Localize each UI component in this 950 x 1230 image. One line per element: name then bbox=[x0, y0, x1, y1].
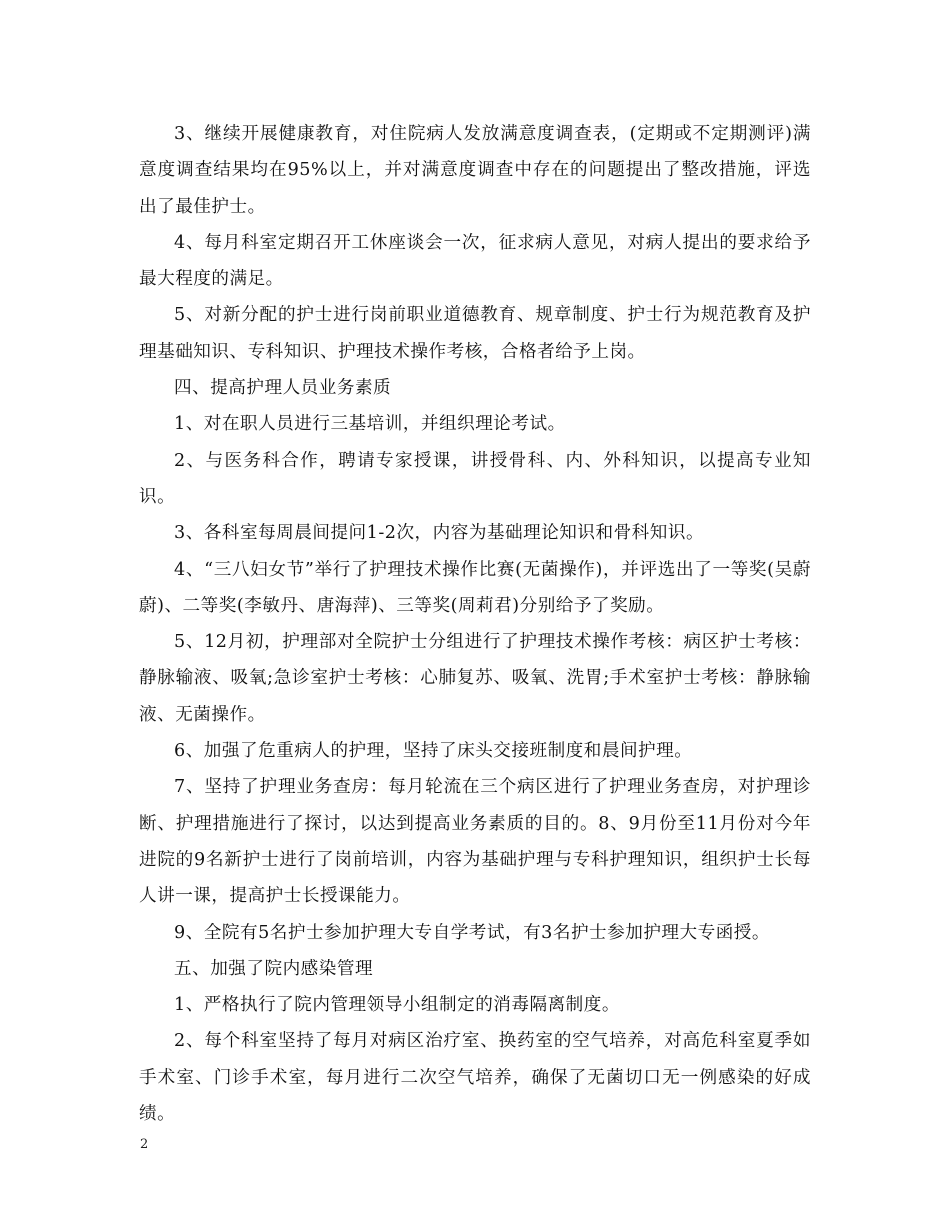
paragraph: 5、12月初，护理部对全院护士分组进行了护理技术操作考核：病区护士考核：静脉输液、吸氧;急诊室护士考核：心肺复苏、吸氧、洗胃;手术室护士考核：静脉输液、无菌操作。 bbox=[139, 632, 811, 725]
document-body bbox=[139, 116, 811, 1132]
paragraph: 3、继续开展健康教育，对住院病人发放满意度调查表，(定期或不定期测评)满意度调查结果均在95%以上，并对满意度调查中存在的问题提出了整改措施，评选出了最佳护士。 bbox=[139, 124, 811, 217]
paragraph: 1、严格执行了院内管理领导小组制定的消毒隔离制度。 bbox=[174, 995, 620, 1016]
paragraph: 4、“三八妇女节”举行了护理技术操作比赛(无菌操作)，并评选出了一等奖(吴蔚蔚)、二等奖(李敏丹、唐海萍)、三等奖(周莉君)分别给予了奖励。 bbox=[139, 559, 811, 616]
paragraph: 5、对新分配的护士进行岗前职业道德教育、规章制度、护士行为规范教育及护理基础知识、专科知识、护理技术操作考核，合格者给予上岗。 bbox=[139, 305, 811, 362]
paragraph: 1、对在职人员进行三基培训，并组织理论考试。 bbox=[174, 414, 566, 435]
paragraph: 3、各科室每周晨间提问1-2次，内容为基础理论知识和骨科知识。 bbox=[174, 523, 705, 544]
paragraph: 2、每个科室坚持了每月对病区治疗室、换药室的空气培养，对高危科室夏季如手术室、门诊手术室，每月进行二次空气培养，确保了无菌切口无一例感染的好成绩。 bbox=[139, 1031, 811, 1125]
paragraph: 4、每月科室定期召开工休座谈会一次，征求病人意见，对病人提出的要求给予最大程度的满足。 bbox=[139, 232, 811, 290]
page-number: 2 bbox=[140, 1137, 149, 1152]
paragraph: 7、坚持了护理业务查房：每月轮流在三个病区进行了护理业务查房，对护理诊断、护理措施进行了探讨，以达到提高业务素质的目的。8、9月份至11月份对今年进院的9名新护士进行了岗前培训，内容为基础护理与专科护理知识，组织护士长每人讲一课，提高护士长授课能力。 bbox=[139, 777, 811, 907]
paragraph: 6、加强了危重病人的护理，坚持了床头交接班制度和晨间护理。 bbox=[174, 741, 693, 762]
section-heading: 四、提高护理人员业务素质 bbox=[174, 378, 392, 399]
paragraph: 2、与医务科合作，聘请专家授课，讲授骨科、内、外科知识，以提高专业知识。 bbox=[139, 450, 811, 507]
paragraph: 9、全院有5名护士参加护理大专自学考试，有3名护士参加护理大专函授。 bbox=[174, 922, 770, 943]
section-heading: 五、加强了院内感染管理 bbox=[174, 958, 374, 979]
